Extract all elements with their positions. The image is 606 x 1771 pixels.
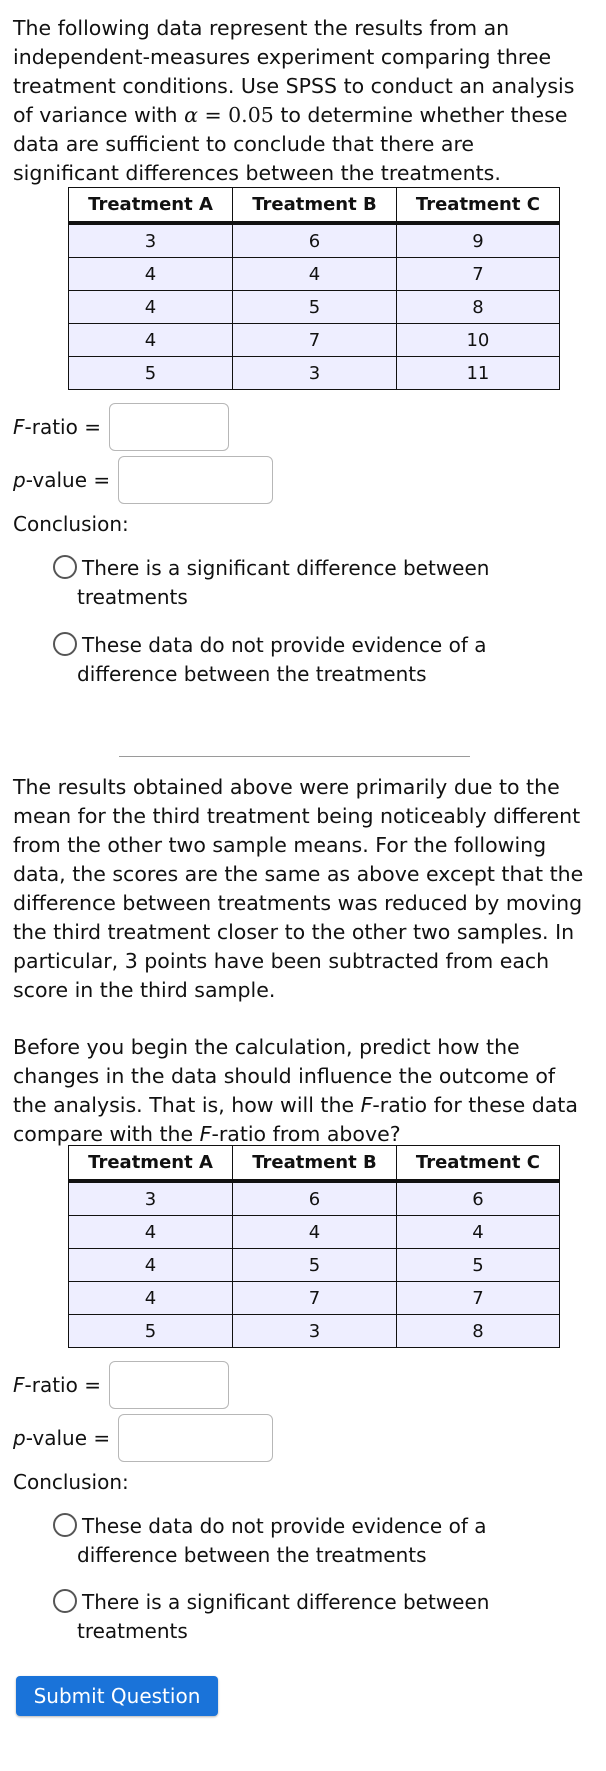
column-header: Treatment A — [69, 1146, 233, 1182]
table-cell: 7 — [396, 258, 559, 291]
conclusion-label-1: Conclusion: — [13, 512, 129, 536]
intro-text: treatment conditions. Use SPSS to conduct an analysis — [13, 74, 575, 98]
alpha-value: 0.05 — [228, 103, 274, 127]
radio-option-significant-1[interactable] — [53, 554, 533, 612]
paragraph-text: Before you begin the calculation, predict how the — [13, 1035, 520, 1059]
paragraph-text: data, the scores are the same as above except that the — [13, 862, 584, 886]
paragraph-text: from the other two sample means. For the following — [13, 833, 547, 857]
table-row — [69, 1249, 560, 1282]
table-cell: 8 — [396, 1315, 559, 1348]
table-cell: 3 — [69, 1181, 233, 1216]
fratio-input-1[interactable] — [109, 403, 229, 451]
table-cell: 4 — [69, 258, 233, 291]
table-row — [69, 223, 560, 258]
table-row — [69, 258, 560, 291]
radio-option-significant-2[interactable] — [53, 1588, 533, 1646]
table-cell: 4 — [69, 324, 233, 357]
intro-text: The following data represent the results from an — [13, 16, 510, 40]
paragraph-text: score in the third sample. — [13, 978, 276, 1002]
paragraph-text: particular, 3 points have been subtracted from each — [13, 949, 550, 973]
part2-paragraph-1 — [13, 773, 595, 1005]
paragraph-text: -ratio for these data — [372, 1093, 578, 1117]
intro-text: data are sufficient to conclude that there are — [13, 132, 475, 156]
intro-text: significant differences between the treatments. — [13, 161, 501, 185]
pvalue-label: p-value = — [13, 1426, 111, 1450]
option-label: difference between the treatments — [77, 662, 427, 686]
fratio-input-2[interactable] — [109, 1361, 229, 1409]
table-row — [69, 1216, 560, 1249]
table-row — [69, 291, 560, 324]
fratio-row-2 — [13, 1361, 229, 1409]
radio-option-no-evidence-1[interactable] — [53, 631, 533, 689]
data-table-2 — [68, 1145, 560, 1348]
paragraph-text: The results obtained above were primarily due to the — [13, 775, 560, 799]
table-cell: 4 — [233, 258, 397, 291]
table-cell: 4 — [69, 1249, 233, 1282]
table-cell: 10 — [396, 324, 559, 357]
table-cell: 5 — [233, 291, 397, 324]
intro-text: to determine whether these — [273, 103, 568, 127]
column-header: Treatment B — [233, 188, 397, 224]
table-cell: 3 — [69, 223, 233, 258]
table-cell: 3 — [233, 1315, 397, 1348]
intro-text: of variance with — [13, 103, 178, 127]
column-header: Treatment B — [233, 1146, 397, 1182]
table-row — [69, 1181, 560, 1216]
radio-button[interactable] — [53, 1513, 77, 1537]
alpha-symbol: α — [184, 103, 198, 127]
paragraph-text: the third treatment closer to the other two samples. In — [13, 920, 575, 944]
table-row — [69, 1315, 560, 1348]
table-cell: 6 — [233, 1181, 397, 1216]
option-label: treatments — [77, 1619, 188, 1643]
fratio-label: F-ratio = — [13, 1373, 101, 1397]
paragraph-text: difference between treatments was reduced by moving — [13, 891, 583, 915]
option-label: There is a significant difference between — [82, 1590, 490, 1614]
radio-button[interactable] — [53, 555, 77, 579]
table-cell: 7 — [233, 1282, 397, 1315]
table-cell: 6 — [233, 223, 397, 258]
pvalue-input-2[interactable] — [118, 1414, 273, 1462]
option-label: treatments — [77, 585, 188, 609]
table-cell: 5 — [69, 357, 233, 390]
paragraph-text: changes in the data should influence the outcome of — [13, 1064, 556, 1088]
table-cell: 3 — [233, 357, 397, 390]
column-header: Treatment C — [396, 188, 559, 224]
table-cell: 4 — [69, 291, 233, 324]
table-header-row — [69, 1146, 560, 1182]
paragraph-text: -ratio from above? — [211, 1122, 401, 1146]
table-cell: 11 — [396, 357, 559, 390]
table-row — [69, 1282, 560, 1315]
table-cell: 7 — [396, 1282, 559, 1315]
table-cell: 4 — [69, 1282, 233, 1315]
section-divider — [119, 756, 470, 757]
table-header-row — [69, 188, 560, 224]
column-header: Treatment C — [396, 1146, 559, 1182]
radio-option-no-evidence-2[interactable] — [53, 1512, 533, 1570]
radio-button[interactable] — [53, 632, 77, 656]
table-row — [69, 324, 560, 357]
paragraph-text: the analysis. That is, how will the — [13, 1093, 361, 1117]
table-cell: 6 — [396, 1181, 559, 1216]
pvalue-row-1 — [13, 456, 273, 504]
paragraph-text: mean for the third treatment being noticeably different — [13, 804, 581, 828]
table-cell: 5 — [233, 1249, 397, 1282]
conclusion-label-2: Conclusion: — [13, 1470, 129, 1494]
column-header: Treatment A — [69, 188, 233, 224]
table-cell: 4 — [396, 1216, 559, 1249]
submit-question-button[interactable]: Submit Question — [16, 1676, 218, 1716]
fratio-row-1 — [13, 403, 229, 451]
option-label: These data do not provide evidence of a — [82, 633, 487, 657]
option-label: These data do not provide evidence of a — [82, 1514, 487, 1538]
paragraph-text-italic: F — [360, 1093, 373, 1117]
alpha-equals: = — [197, 103, 229, 127]
table-cell: 7 — [233, 324, 397, 357]
option-label: difference between the treatments — [77, 1543, 427, 1567]
intro-text: independent-measures experiment comparing three — [13, 45, 552, 69]
table-cell: 4 — [233, 1216, 397, 1249]
option-label: There is a significant difference between — [82, 556, 490, 580]
part2-paragraph-2 — [13, 1033, 595, 1149]
pvalue-row-2 — [13, 1414, 273, 1462]
table-row — [69, 357, 560, 390]
data-table-1 — [68, 187, 560, 390]
table-cell: 4 — [69, 1216, 233, 1249]
table-cell: 5 — [396, 1249, 559, 1282]
intro-paragraph — [13, 14, 595, 188]
table-cell: 9 — [396, 223, 559, 258]
fratio-label: F-ratio = — [13, 415, 101, 439]
table-cell: 5 — [69, 1315, 233, 1348]
paragraph-text-italic: F — [199, 1122, 212, 1146]
radio-button[interactable] — [53, 1589, 77, 1613]
pvalue-input-1[interactable] — [118, 456, 273, 504]
pvalue-label: p-value = — [13, 468, 111, 492]
table-cell: 8 — [396, 291, 559, 324]
paragraph-text: compare with the — [13, 1122, 200, 1146]
